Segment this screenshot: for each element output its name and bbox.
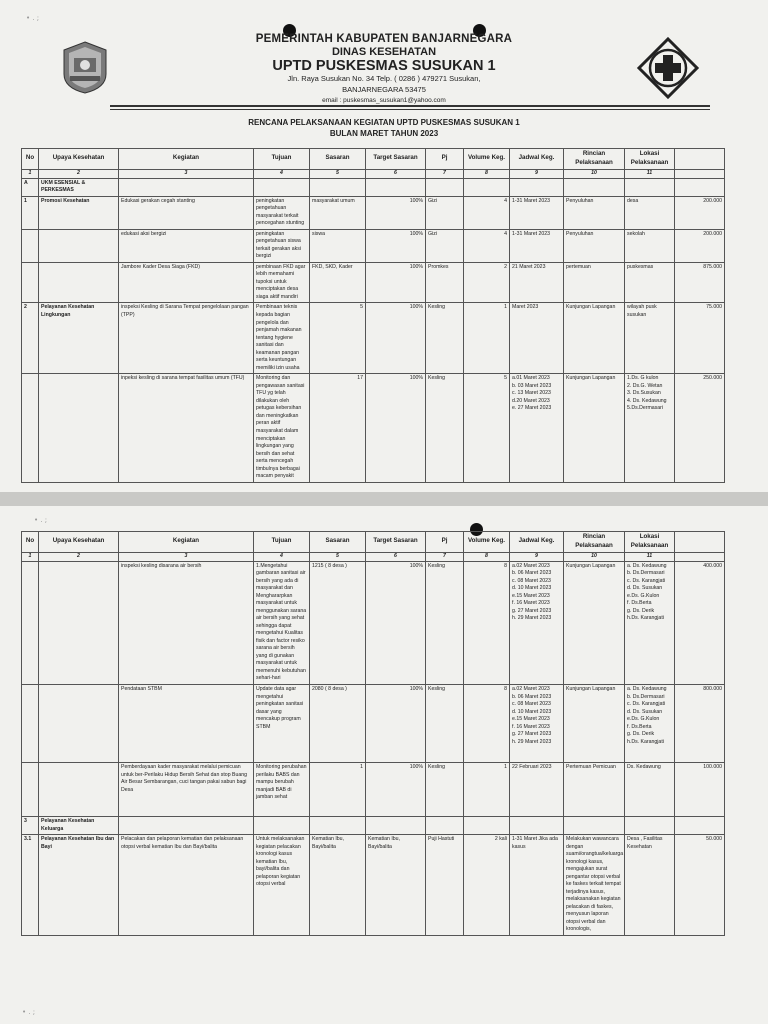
row-lokasi: 1.Ds. G kulon 2. Ds.G. Wetan 3. Ds.Susukan 4. Ds. Kedawung 5.Ds.Dermasari [625,374,675,482]
col-header-kegiatan: Kegiatan [119,149,254,170]
row-tujuan: peningkatan pengetahuan masyarakat terkait pencegahan stunting [254,196,310,229]
table-row [22,817,725,835]
row-pj: Kesling [426,763,464,817]
activity-plan-table-page-2 [21,531,725,936]
table-row [22,685,725,763]
letterhead-address: Jln. Raya Susukan No. 34 Telp. ( 0286 ) 479271 Susukan, [287,74,481,83]
col-header-lokasi: Lokasi Pelaksanaan [625,149,675,170]
row-rincian: Kunjungan Lapangan [564,561,625,685]
row-sasaran: Kematian Ibu, Bayi/balita [310,835,366,936]
col-number [675,552,725,561]
row-tujuan [254,817,310,835]
row-biaya: 400.000 [675,561,725,685]
row-volume: 8 [464,685,510,763]
row-biaya: 200.000 [675,196,725,229]
col-header-volume: Volume Keg. [464,149,510,170]
row-pj [426,817,464,835]
col-number: 3 [119,169,254,178]
row-lokasi: wilayah pusk susukan [625,303,675,374]
row-rincian: Kunjungan Lapangan [564,303,625,374]
col-header-jadwal: Jadwal Keg. [510,532,564,553]
row-lokasi [625,178,675,196]
col-header-upaya: Upaya Kesehatan [39,149,119,170]
col-number: 6 [366,552,426,561]
row-target [366,178,426,196]
document-period: BULAN MARET TAHUN 2023 [329,129,439,138]
row-volume: 4 [464,196,510,229]
row-jadwal: 1-31 Maret 2023 [510,196,564,229]
row-upaya: UKM ESENSIAL & PERKESMAS [39,178,119,196]
row-lokasi: puskesmas [625,262,675,303]
row-pj: Promkes [426,262,464,303]
row-upaya: Pelayanan Kesehatan Lingkungan [39,303,119,374]
row-kegiatan: Jambore Kader Desa Siaga (FKD) [119,262,254,303]
scan-speck: • . ; [22,1008,36,1016]
row-sasaran [310,178,366,196]
row-tujuan: Monitoring perubahan perilaku BABS dan mampu berubah manjadi BAB di jamban sehat [254,763,310,817]
row-rincian: pertemuan [564,262,625,303]
row-tujuan: pembinaan FKD agar lebih memahami tupoksi untuk menciptakan desa siaga aktif mandiri [254,262,310,303]
document-title: RENCANA PELAKSANAAN KEGIATAN UPTD PUSKESMAS SUSUKAN 1 [248,118,520,127]
table-header-row [22,532,725,553]
row-no: 3.1 [22,835,39,936]
row-tujuan: peningkatan pengetahuan siswa terkait gerakan aksi bergizi [254,229,310,262]
row-biaya [675,817,725,835]
row-upaya: Pelayanan Kesehatan Ibu dan Bayi [39,835,119,936]
col-number: 9 [510,552,564,561]
row-target: Kematian Ibu, Bayi/balita [366,835,426,936]
col-header-sasaran: Sasaran [310,532,366,553]
row-biaya: 250.000 [675,374,725,482]
row-upaya [39,374,119,482]
row-lokasi: sekolah [625,229,675,262]
col-number: 3 [119,552,254,561]
col-number: 11 [625,169,675,178]
col-number: 2 [39,169,119,178]
row-sasaran: 1 [310,763,366,817]
row-biaya: 800.000 [675,685,725,763]
letterhead-divider-thin [110,109,710,110]
row-rincian: Kunjungan Lapangan [564,374,625,482]
col-number: 1 [22,169,39,178]
col-header-no: No [22,532,39,553]
row-biaya [675,178,725,196]
table-row [22,763,725,817]
row-kegiatan: inpeksi kesling di sarana tempat fasilitas umum (TFU) [119,374,254,482]
row-volume: 2 kali [464,835,510,936]
col-number: 8 [464,552,510,561]
activity-plan-table-page-1 [21,148,725,483]
row-target [366,817,426,835]
row-sasaran: 2080 ( 8 desa ) [310,685,366,763]
letterhead-city: BANJARNEGARA 53475 [342,85,426,94]
row-sasaran: 17 [310,374,366,482]
row-jadwal [510,178,564,196]
row-tujuan: Pembinaan teknis kepada bagian pengelola dan penjamah makanan tentang hygiene sanitasi dan keamanan pangan serta keuntungan memiliki izin usaha [254,303,310,374]
row-kegiatan: Edukasi gerakan cegah stanting [119,196,254,229]
row-pj [426,178,464,196]
col-number: 7 [426,169,464,178]
row-upaya: Promosi Kesehatan [39,196,119,229]
table-row [22,374,725,482]
row-target: 100% [366,763,426,817]
letterhead-government: PEMERINTAH KABUPATEN BANJARNEGARA [255,33,513,45]
col-header-target: Target Sasaran [366,532,426,553]
row-upaya [39,262,119,303]
row-kegiatan [119,178,254,196]
row-no: A [22,178,39,196]
row-kegiatan: Pemberdayaan kader masyarakat melalui pemicuan untuk ber-Perilaku Hidup Bersih Sehat dan stop Buang Air Besar Sembarangan, cuci tangan pakai sabun bagi Desa [119,763,254,817]
row-tujuan: Untuk melaksanakan kegiatan pelacakan kronologi kasus kematian Ibu, bayi/balita dan pelaporan kegiatan otopsi verbal [254,835,310,936]
col-number [675,169,725,178]
row-tujuan: Monitoring dan pengawasan sanitasi TFU yg telah dilakukan oleh petugas kebersihan dan meningkatkan peran aktif masyarakat dalam menciptakan lingkungan yang bersih dan sehat serta mencegah timbulnya berbagai macam penyakit [254,374,310,482]
row-lokasi: desa [625,196,675,229]
col-header-lokasi: Lokasi Pelaksanaan [625,532,675,553]
row-jadwal: a.01 Maret 2023 b. 03 Maret 2023 c. 13 Maret 2023 d.20 Maret 2023 e. 27 Maret 2023 [510,374,564,482]
row-pj: Kesling [426,561,464,685]
row-target: 100% [366,196,426,229]
col-header-pj: Pj [426,149,464,170]
row-volume: 4 [464,229,510,262]
row-rincian: Penyuluhan [564,229,625,262]
row-jadwal: 22 Februari 2023 [510,763,564,817]
col-number: 6 [366,169,426,178]
row-no: 1 [22,196,39,229]
row-volume: 8 [464,561,510,685]
row-rincian [564,817,625,835]
row-kegiatan: Pelacakan dan pelaporan kematian dan pelaksanaan otopsi verbal kematian Ibu dan Bayi/balita [119,835,254,936]
table-row [22,178,725,196]
col-number: 1 [22,552,39,561]
col-header-biaya [675,532,725,553]
row-target: 100% [366,685,426,763]
row-biaya: 75.000 [675,303,725,374]
row-volume: 1 [464,763,510,817]
col-number: 7 [426,552,464,561]
row-kegiatan [119,817,254,835]
row-sasaran: masyarakat umum [310,196,366,229]
col-header-volume: Volume Keg. [464,532,510,553]
column-number-row [22,552,725,561]
row-upaya [39,229,119,262]
row-volume: 2 [464,262,510,303]
row-jadwal: 21 Maret 2023 [510,262,564,303]
row-sasaran [310,817,366,835]
row-lokasi: a. Ds. Kedawung b. Ds.Dermasari c. Ds. Karangjati d. Ds. Susukan e.Ds. G.Kulon f. Ds.Berta g. Ds. Derik h.Ds. Karangjati [625,561,675,685]
row-biaya: 200.000 [675,229,725,262]
row-lokasi [625,817,675,835]
table-row [22,196,725,229]
table-row [22,229,725,262]
row-sasaran: 1215 ( 8 desa ) [310,561,366,685]
row-jadwal: 1-31 Maret Jika ada kasus [510,835,564,936]
row-pj: Gizi [426,229,464,262]
table-row [22,303,725,374]
row-tujuan: 1.Mengetahui gambaran sanitasi air bersih yang ada di masyarakat dan Menghararpkan masyarakat untuk menggunakan sarana air bersih yang sehat sehingga dapat mengetahui Kualitas fisik dan factor resiko sarana air bersih yang di gunakan masyarakat untuk memenuhi kebutuhan sehari-hari [254,561,310,685]
row-volume: 5 [464,374,510,482]
row-upaya [39,561,119,685]
row-no [22,229,39,262]
col-number: 8 [464,169,510,178]
col-header-jadwal: Jadwal Keg. [510,149,564,170]
col-number: 5 [310,552,366,561]
col-header-upaya: Upaya Kesehatan [39,532,119,553]
row-jadwal: a.02 Maret 2023 b. 06 Maret 2023 c. 08 Maret 2023 d. 10 Maret 2023 e.15 Maret 2023 f. 16 Maret 2023 g. 27 Maret 2023 h. 29 Maret 2023 [510,685,564,763]
col-number: 2 [39,552,119,561]
col-number: 11 [625,552,675,561]
row-kegiatan: edukasi aksi bergizi [119,229,254,262]
row-tujuan: Update data agar mengetahui peningkatan sanitasi dasar yang mencakup program STBM [254,685,310,763]
row-kegiatan: inspeksi kesling disarana air bersih [119,561,254,685]
row-sasaran: siswa [310,229,366,262]
row-kegiatan: Pendataan STBM [119,685,254,763]
row-biaya: 100.000 [675,763,725,817]
col-header-target: Target Sasaran [366,149,426,170]
col-header-tujuan: Tujuan [254,149,310,170]
letterhead-institution: UPTD PUSKESMAS SUSUKAN 1 [272,58,496,74]
col-number: 5 [310,169,366,178]
row-upaya [39,763,119,817]
row-lokasi: Desa , Fasilitas Kesehatan [625,835,675,936]
row-target: 100% [366,561,426,685]
col-header-kegiatan: Kegiatan [119,532,254,553]
row-jadwal: Maret 2023 [510,303,564,374]
row-no [22,685,39,763]
row-no [22,262,39,303]
row-upaya [39,685,119,763]
col-header-biaya [675,149,725,170]
col-header-rincian: Rincian Pelaksanaan [564,149,625,170]
row-no [22,561,39,685]
col-number: 9 [510,169,564,178]
row-biaya: 875.000 [675,262,725,303]
row-pj: Puji Hastuti [426,835,464,936]
row-jadwal [510,817,564,835]
row-lokasi: Ds. Kedawung [625,763,675,817]
row-biaya: 50.000 [675,835,725,936]
row-volume: 1 [464,303,510,374]
row-rincian: Pertemuan Pemicuan [564,763,625,817]
letterhead-divider [110,105,710,107]
row-rincian [564,178,625,196]
row-rincian: Melakukan wawancara dengan suami/orangtua/keluarga kronologi kasus, mengajukan surat pengantar otopsi verbal ke faskes terkait tempat terjadinya kasus, melaksanakan kegiatan pelacakan di faskes, menyusun laporan otopsi verbal dan kronologis, [564,835,625,936]
row-target: 100% [366,303,426,374]
row-volume [464,817,510,835]
scan-speck: • . ; [34,516,48,524]
row-kegiatan: inspeksi Kesling di Sarana Tempat pengelolaan pangan (TPP) [119,303,254,374]
table-row [22,262,725,303]
row-target: 100% [366,262,426,303]
col-header-no: No [22,149,39,170]
scan-speck: • . ; [26,14,40,22]
row-pj: Kesling [426,303,464,374]
row-no: 3 [22,817,39,835]
row-no: 2 [22,303,39,374]
col-header-tujuan: Tujuan [254,532,310,553]
row-upaya: Pelayanan Kesehatan Keluarga [39,817,119,835]
row-sasaran: 5 [310,303,366,374]
col-number: 4 [254,169,310,178]
document-page-2 [0,506,768,1024]
document-page-1 [0,0,768,492]
row-rincian: Kunjungan Lapangan [564,685,625,763]
row-rincian: Penyuluhan [564,196,625,229]
row-target: 100% [366,374,426,482]
row-tujuan [254,178,310,196]
row-volume [464,178,510,196]
column-number-row [22,169,725,178]
row-no [22,763,39,817]
table-header-row [22,149,725,170]
letterhead-department: DINAS KESEHATAN [331,46,437,58]
row-jadwal: 1-31 Maret 2023 [510,229,564,262]
col-number: 10 [564,552,625,561]
row-lokasi: a. Ds. Kedawung b. Ds.Dermasari c. Ds. Karangjati d. Ds. Susukan e.Ds. G.Kulon f. Ds.Berta g. Ds. Derik h.Ds. Karangjati [625,685,675,763]
col-header-rincian: Rincian Pelaksanaan [564,532,625,553]
table-row [22,561,725,685]
row-target: 100% [366,229,426,262]
col-number: 4 [254,552,310,561]
col-number: 10 [564,169,625,178]
row-sasaran: FKD, SKD, Kader [310,262,366,303]
row-jadwal: a.02 Maret 2023 b. 06 Maret 2023 c. 08 Maret 2023 d. 10 Maret 2023 e.15 Maret 2023 f. 16 Maret 2023 g. 27 Maret 2023 h. 29 Maret 2023 [510,561,564,685]
row-pj: Kesling [426,685,464,763]
col-header-sasaran: Sasaran [310,149,366,170]
row-pj: Kesling [426,374,464,482]
col-header-pj: Pj [426,532,464,553]
letterhead-email: email : puskesmas_susukan1@yahoo.com [322,97,446,104]
row-no [22,374,39,482]
row-pj: Gizi [426,196,464,229]
table-row [22,835,725,936]
